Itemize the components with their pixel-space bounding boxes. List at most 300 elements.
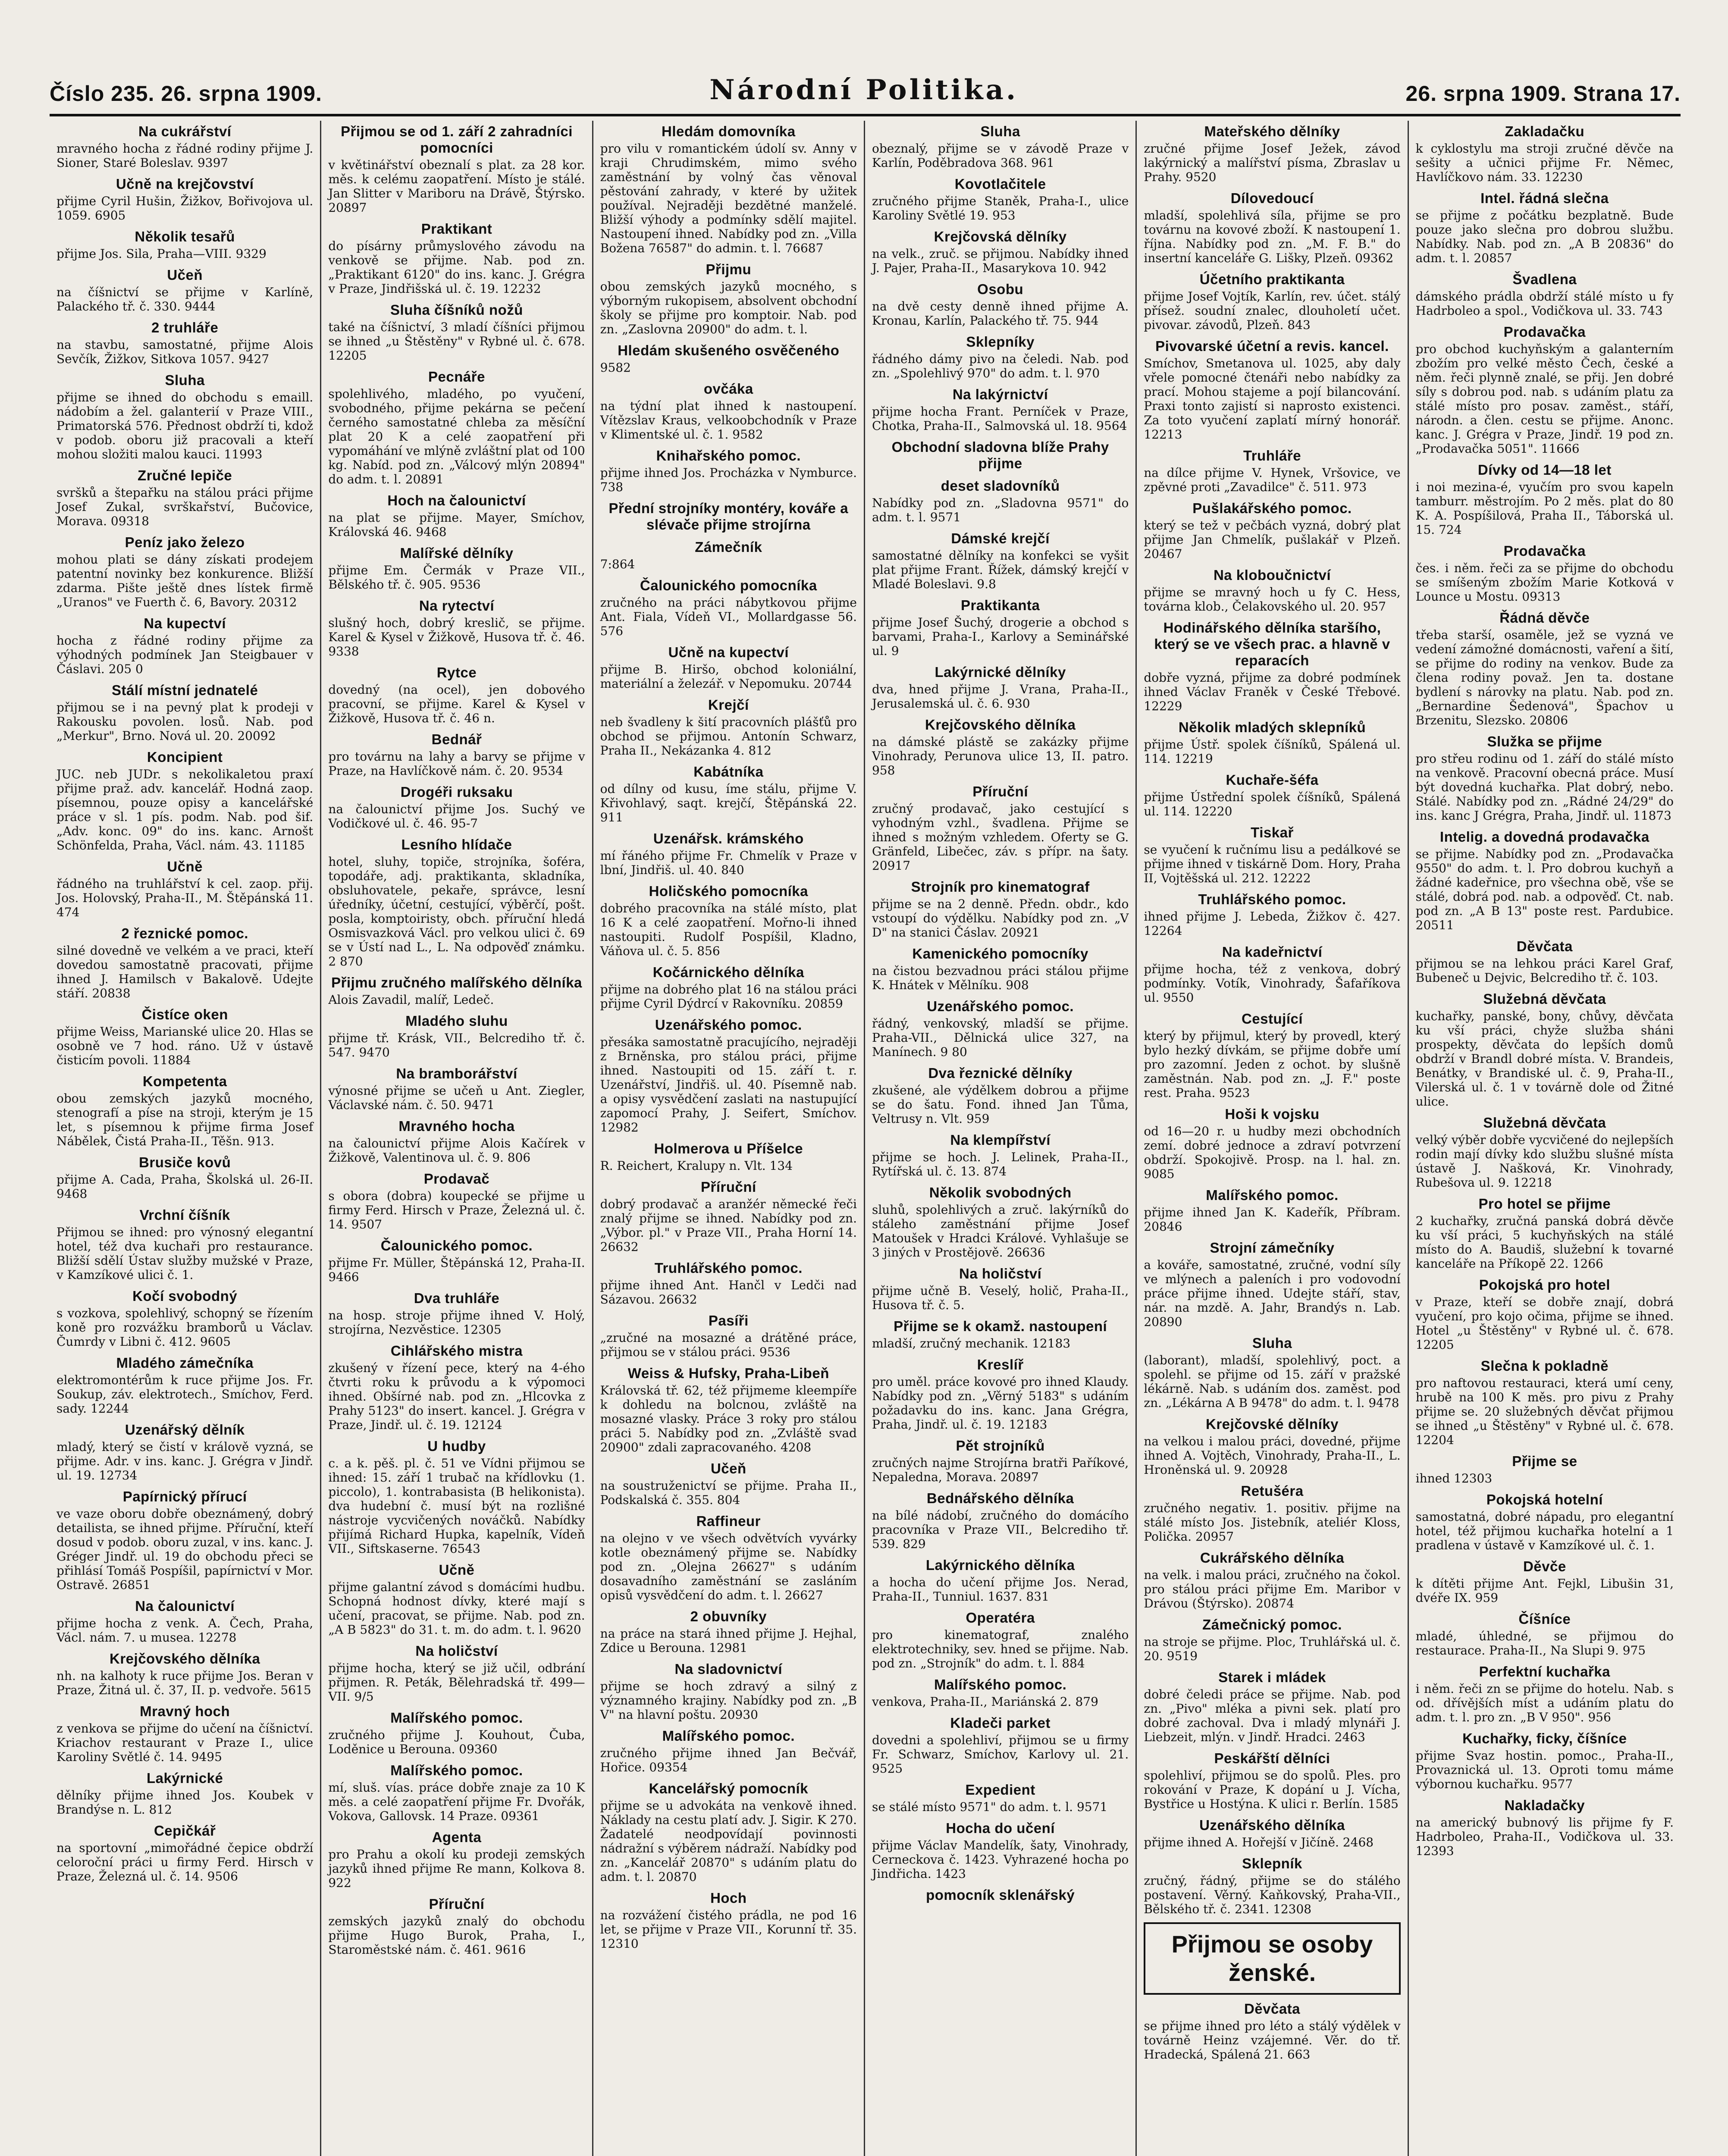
- ad-body: i noi mezina-é, vyučím pro svou kapeln tamburr. městrojím. Po 2 měs. plat do 80 K. A. Pospíšilová, Praha II., Táborská ul. 15. 724: [1415, 480, 1674, 537]
- classified-ad: [1416, 1611, 1674, 1658]
- ad-body: mí, sluš. vías. práce dobře znaje za 10 K měs. a celé zaopatření přijme Fr. Dvořák, Vokova, Gallovsk. 14 Praze. 09361: [328, 1780, 585, 1823]
- classified-ad: [1144, 190, 1400, 265]
- ad-body: zručného přijme J. Kouhout, Čuba, Loděnice u Berouna. 09360: [328, 1728, 585, 1756]
- ad-body: na velk. i malou práci, zručného na čokol. pro stálou práci přijme Em. Maribor v Drávou (Štýrsko). 20874: [1144, 1568, 1401, 1611]
- ad-body: na bílé nádobí, zručného do domácího pracovníka v Praze VII., Belcrediho tř. 539. 829: [872, 1508, 1129, 1551]
- ad-body: přijme ihned Ant. Hančl v Ledči nad Sázavou. 26632: [600, 1278, 857, 1307]
- ad-heading: Na bramborářství: [396, 1065, 517, 1081]
- ad-heading: Dva řeznické dělníky: [928, 1065, 1073, 1081]
- ad-body: dovedni a spolehliví, přijmou se u firmy Fr. Schwarz, Smíchov, Karlovy ul. 21. 9525: [872, 1733, 1129, 1776]
- ad-body: Alois Zavadil, malíř, Ledeč.: [328, 993, 494, 1007]
- classified-ad: [600, 261, 857, 336]
- classified-ad: [600, 539, 857, 571]
- ad-body: slušný hoch, dobrý kreslič, se přijme. Karel & Kysel v Žižkově, Husova tř. č. 46. 9338: [328, 616, 585, 658]
- ad-body: řádný, venkovský, mladší se přijme. Praha-VII., Dělnická ulice 327, na Manínech. 9 80: [872, 1016, 1129, 1059]
- classified-ad: [56, 534, 313, 609]
- ad-body: na velk., zruč. se přijmou. Nabídky ihned J. Pajer, Praha-II., Masarykova 10. 942: [872, 247, 1129, 275]
- ad-heading: Příruční: [972, 783, 1028, 799]
- classified-ad: [872, 664, 1129, 711]
- ad-body: přijme Josef Šuchý, drogerie a obchod s barvami, Praha-I., Karlovy a Seminářské ul. 9: [872, 615, 1129, 658]
- ad-body: pro naftovou restauraci, která umí ceny, hrubě na 100 K měs. pro pivu z Prahy přijme se. 20 služebných děvčat přijmou se ihned „u Štěstěny" v Rybné ul. č. 678. 12204: [1415, 1376, 1674, 1447]
- ad-body: pro Prahu a okolí ku prodeji zemských jazyků ihned přijme Re mann, Kolkova 8. 922: [328, 1847, 585, 1890]
- ad-body: ihned přijme J. Lebeda, Žižkov č. 427. 12264: [1144, 909, 1401, 938]
- ad-heading: Pro hotel se přijme: [1478, 1196, 1611, 1212]
- ad-heading: Kancelářský pomocník: [649, 1780, 809, 1796]
- ad-body: třeba starší, osaměle, jež se vyzná ve vedení zámožné domácnosti, vaření a šití, se přijme do rodiny na venkov. Bude za člena rodiny považ. Jen ta. dostane bydlení s nárovky na platu. Nab. pod zn. „Bernardine Šedenová", Špachov u Brzenitu, Slezsko. 20806: [1415, 628, 1674, 727]
- ad-body: 2 kuchařky, zručná panská dobrá děvče ku vší práci, 5 kuchyňských na stálé místo do A. Baudiš, služební k tovarné kanceláře na Příkopě 22. 1266: [1415, 1214, 1674, 1271]
- ad-body: na práce na stará ihned přijme J. Hejhal, Zdice u Berouna. 12981: [600, 1626, 857, 1655]
- ad-body: dělníky přijme ihned Jos. Koubek v Brandýse n. L. 812: [56, 1788, 314, 1817]
- ad-heading: Holmerova u Příšelce: [654, 1141, 803, 1156]
- ad-heading: deset sladovníků: [941, 478, 1060, 494]
- classified-ad: [328, 123, 585, 215]
- classified-ad: [56, 1073, 313, 1148]
- ad-body: mravného hocha z řádné rodiny přijme J. Sioner, Staré Boleslav. 9397: [56, 141, 314, 170]
- classified-ad: [1416, 610, 1674, 727]
- ad-body: v květinářství obeznalí s plat. za 28 kor. měs. k celému zaopatření. Místo je stálé. Jan Slitter v Mariboru na Drávě, Štýrsko. 20897: [328, 158, 585, 215]
- ad-heading: Na holičství: [415, 1643, 498, 1659]
- ad-heading: Hoch: [710, 1890, 747, 1906]
- ad-heading: Krejčovského dělníka: [110, 1651, 260, 1667]
- classified-ad: [600, 1260, 857, 1307]
- ad-heading: Zručné lepiče: [138, 467, 232, 483]
- ad-body: Smíchov, Smetanova ul. 1025, aby daly vřele pomocné čtenáři nebo nabídky za prací. Mohou stajeme a pojí bilancování. Praxi tonto zajistí si naprosto existenci. Za toto vyučení zaplatí mírný honorář. 12213: [1144, 356, 1401, 442]
- classified-ad: [600, 500, 857, 533]
- ad-heading: Lakýrnické: [146, 1770, 223, 1786]
- ad-heading: Pasíři: [708, 1313, 749, 1329]
- ad-heading: Praktikant: [421, 221, 492, 237]
- classified-ad: [600, 577, 857, 638]
- ad-heading: Bednář: [431, 731, 482, 747]
- classified-ad: [328, 1710, 585, 1756]
- classified-ad: [1416, 1358, 1674, 1447]
- ad-body: pro obchod kuchyňským a galanterním zbožím pro velké město Čech, české a něm. řeči plynně znalé, se přij. Jen dobré síly s dobrou pod. nab. s udáním platu za stálé místo pro posav. zaměst., stáří, národn. a člen. cestu se přijme. Anonc. kanc. J. Grégra v Praze, Jindř. 19 pod zn. „Prodavačka 5051". 11666: [1415, 342, 1674, 456]
- classified-ad: [328, 1343, 585, 1432]
- ad-body: obou zemských jazyků mocného, s výborným rukopisem, absolvent obchodní školy se přijme pro komptoir. Nab. pod zn. „Zaslovna 20900" do adm. t. l.: [600, 279, 857, 336]
- classified-ad: [1416, 462, 1674, 537]
- ad-heading: Služebná děvčata: [1483, 1115, 1606, 1131]
- classified-ad: [600, 644, 857, 691]
- ad-heading: Učně na kupectví: [668, 644, 789, 660]
- ad-heading: Slečna k pokladně: [1480, 1358, 1609, 1374]
- classified-ad: [872, 597, 1129, 658]
- ad-heading: Lakýrnického dělníka: [925, 1557, 1075, 1573]
- ad-body: přijme Josef Vojtík, Karlín, rev. účet. stálý přísež. soudní znalec, dlouholetí učet. pivovar. závodů, Plzeň. 843: [1144, 289, 1401, 332]
- classified-ad: [1416, 1558, 1674, 1605]
- ad-body: s vozkova, spolehlivý, schopný se řízením koně pro rozvážku bramborů u Václav. Čumrdy v Libni č. 412. 9605: [56, 1306, 314, 1349]
- classified-ad: [328, 598, 585, 658]
- classified-ad: [1416, 190, 1674, 265]
- ad-body: samostatná, dobré nápadu, pro elegantní hotel, též přijmou kuchařka hotelní a 1 pradlena v ústavě v Kamzíkové ul. č. 1.: [1415, 1510, 1674, 1552]
- classified-ad: [872, 1820, 1129, 1881]
- classified-ad: [56, 176, 313, 222]
- classified-ad: [872, 1357, 1129, 1432]
- classified-ad: [872, 1438, 1129, 1484]
- ad-heading: Drogéři ruksaku: [400, 784, 513, 800]
- classified-ad: [56, 467, 313, 528]
- classified-ad: [1416, 1115, 1674, 1190]
- ad-heading: 2 truhláře: [151, 320, 219, 335]
- ad-body: přijme na dobrého plat 16 na stálou práci přijme Cyril Dýdrcí v Rakovníku. 20859: [600, 982, 857, 1011]
- classified-ad: [600, 1890, 857, 1951]
- ad-body: na číšnictví se přijme v Karlíně, Palackého tř. č. 330. 9444: [56, 285, 314, 313]
- classified-ad: [872, 998, 1129, 1059]
- classified-ad: [872, 229, 1129, 275]
- classified-ad: [56, 229, 313, 261]
- classified-ad: [872, 946, 1129, 992]
- ad-heading: Stálí místní jednatelé: [112, 682, 258, 698]
- classified-ad: [56, 1355, 313, 1416]
- ad-heading: Na kloboučnictví: [1213, 567, 1331, 583]
- classified-ad: [1416, 829, 1674, 932]
- classified-ad: [600, 883, 857, 958]
- classified-ad: [56, 320, 313, 366]
- ad-heading: Na rytectví: [419, 598, 495, 614]
- ad-body: dobrého pracovníka na stálé místo, plat 16 K a celé zaopatření. Mořno-li ihned nastoupiti. Rudolf Pospíšil, Kladno, Váňova ul. č. 5. 856: [600, 901, 857, 958]
- ad-body: od dílny od kusu, íme stálu, přijme V. Křivohlavý, saqt. krejčí, Štěpánská 22. 911: [600, 782, 857, 824]
- ad-heading: Operatéra: [966, 1610, 1035, 1626]
- classified-ad: [1144, 567, 1400, 614]
- ad-body: a hocha do učení přijme Jos. Nerad, Praha-II., Tunniul. 1637. 831: [872, 1575, 1129, 1604]
- ad-body: přijme učně B. Veselý, holič, Praha-II., Husova tř. č. 5.: [872, 1284, 1129, 1312]
- ad-heading: 2 obuvníky: [690, 1608, 767, 1624]
- classified-ad: [1416, 938, 1674, 985]
- classified-ad: [1416, 733, 1674, 823]
- classified-ad: [1416, 123, 1674, 184]
- ad-heading: U hudby: [427, 1438, 486, 1454]
- ad-body: dva, hned přijme J. Vrana, Praha-II., Jerusalemská ul. č. 6. 930: [872, 682, 1129, 711]
- classified-ad: [1144, 1550, 1400, 1611]
- classified-ad: [600, 1179, 857, 1254]
- ad-heading: Služka se přijme: [1487, 733, 1603, 749]
- ad-heading: Učně: [439, 1562, 475, 1578]
- ad-heading: Intel. řádná slečna: [1480, 190, 1609, 206]
- classified-ad: [872, 1610, 1129, 1670]
- classified-ad: [328, 221, 585, 296]
- ad-body: hotel, sluhy, topiče, strojníka, šoféra, topodáře, adj. praktikanta, skladníka, obsluhovatele, pekaře, správce, lesní úředníky, účetní, cestující, výběrčí, pošt. posla, komptoiristy, obch. příruční hledá Osmisvazková Václ. pro velkou ulici č. 69 se v Ústí nad L., L. Na odpověď známku. 2 870: [328, 855, 585, 968]
- classified-ad: [600, 1608, 857, 1655]
- ad-heading: Expedient: [965, 1782, 1035, 1798]
- ad-heading: Mateřského dělníky: [1204, 123, 1340, 139]
- ad-body: mladé, úhledné, se přijmou do restaurace. Praha-II., Na Slupi 9. 975: [1415, 1629, 1674, 1658]
- classified-ad: [872, 1557, 1129, 1604]
- classified-ad: [328, 731, 585, 778]
- ad-heading: Osobu: [977, 281, 1024, 297]
- ad-heading: Účetního praktikanta: [1199, 271, 1345, 287]
- ad-body: zručný, řádný, přijme se do stálého postavení. Věrný. Kaňkovský, Praha-VII., Bělského tř. č. 2341. 12308: [1144, 1874, 1401, 1916]
- ad-body: dobře vyzná, přijme za dobré podmínek ihned Václav Franěk v České Třebové. 12229: [1144, 671, 1401, 713]
- ad-body: zručného negativ. 1. positiv. přijme na stálé místo Jos. Jistebník, ateliér Kloss, Polička. 20957: [1144, 1501, 1401, 1544]
- ad-heading: Hledám domovníka: [662, 123, 796, 139]
- classified-ad: [56, 372, 313, 461]
- ad-heading: Krejčovské dělníky: [1205, 1416, 1339, 1432]
- ad-body: zručný prodavač, jako cestující s vyhodným vzhl., švadlena. Přijme se ihned s možným vzhledem. Oferty se G. Gränfeld, Libečec, záv. s přípr. na šaty. 20917: [872, 802, 1129, 873]
- classified-ad: [1144, 824, 1400, 885]
- classified-ad: [56, 1422, 313, 1482]
- ad-heading: Přijmu zručného malířského dělníka: [331, 975, 582, 990]
- ad-body: na olejno v ve všech odvětvích vyvárky kotle obeznámený přijme se. Nabídky pod zn. „Olejna 26627" s udáním dosavadního zaměstnání se zasláním opisů vysvědčení do adm. t. l. 26627: [600, 1531, 857, 1602]
- ad-heading: Dívky od 14—18 let: [1477, 462, 1612, 478]
- ad-body: JUC. neb JUDr. s nekolikaletou praxí přijme praž. adv. kancelář. Hodná zaop. písemnou, pouze opisy a kancelářské práce v sl. 1 pís. podm. Nab. pod šif. „Adv. konc. 09" do ins. kanc. Arnošt Schönfelda, Praha, Václ. nám. 43. 11185: [56, 767, 314, 852]
- classified-ad: [328, 664, 585, 725]
- ad-heading: Pecnáře: [428, 369, 485, 385]
- classified-ad: [872, 530, 1129, 591]
- classified-ad: [56, 1288, 313, 1349]
- ad-heading: Raffineur: [696, 1513, 761, 1529]
- classified-ad: [872, 1715, 1129, 1776]
- classified-ad: [600, 1780, 857, 1884]
- ad-body: na stavbu, samostatné, přijme Alois Sevčík, Žižkov, Sitkova 1057. 9427: [56, 338, 314, 366]
- classified-ad: [600, 1661, 857, 1722]
- ad-heading: Vrchní číšník: [139, 1207, 230, 1223]
- classified-ad: [328, 1643, 585, 1704]
- classified-ad: [1144, 944, 1400, 1005]
- ad-heading: Pokojská hotelní: [1486, 1492, 1603, 1507]
- ad-body: přesáka samostatně pracujícího, nejraději z Brněnska, pro stálou práci, přijme ihned. Nastoupiti od 15. září t. r. Uzenářství, Jindřiš. ul. 40. Písemně nab. a opisy vysvědčení zaslati na nastupující zapomocí Prahy, J. Seifert, Smíchov. 12982: [600, 1035, 857, 1134]
- ad-body: (laborant), mladší, spolehlivý, poct. a spolehl. se přijme od 15. září v pražské lékárně. Nab. s udáním dos. zaměst. pod zn. „Lékárna A B 9478" do adm. t. l. 9478: [1144, 1353, 1401, 1410]
- classified-ad: [56, 1154, 313, 1201]
- column-5: [1137, 121, 1408, 2156]
- classified-ad: [1144, 1750, 1400, 1811]
- ad-body: přijme Jos. Sila, Praha—VIII. 9329: [56, 247, 267, 261]
- ad-heading: Učeň: [167, 267, 203, 283]
- ad-body: se přijme ihned pro léto a stálý výdělek v továrně Heinz vzájemné. Věr. do tř. Hradecká, Spálená 21. 663: [1144, 2019, 1401, 2062]
- ad-heading: Kladeči parket: [950, 1715, 1051, 1731]
- ad-heading: Kovotlačitele: [954, 176, 1046, 192]
- ad-body: sluhů, spolehlivých a zruč. lakýrníků do stáleho zaměstnání přijme Josef Matoušek v Hradci Králové. Vyhlašuje se 3 jiných v Prostějově. 26636: [872, 1203, 1129, 1260]
- classified-ad: [1416, 1797, 1674, 1858]
- ad-body: mohou plati se dány získati prodejem patentní novinky bez konkurence. Bližší zdarma. Pište ještě dnes lístek firmě „Uranos" ve Fuerth č. 6, Bavory. 20312: [56, 552, 314, 609]
- classified-ad: [328, 784, 585, 830]
- ad-heading: Uzenářského pomoc.: [655, 1017, 802, 1033]
- ad-heading: Na holičství: [959, 1266, 1042, 1282]
- ad-body: ve vaze oboru dobře obeznámený, dobrý detailista, se ihned přijme. Příruční, kteří dosud v podob. oboru zuzal, v ins. kanc. J. Gréger Jindř. ul. 19 do obchodu přeci se přihlásí Tomáš Pospíšil, papírnictví v Mor. Ostravě. 26851: [56, 1507, 314, 1592]
- ad-heading: Čistíce oken: [141, 1006, 228, 1022]
- ad-body: spolehliví, přijmou se do spolů. Ples. pro rokování v Praze, K dopání u J. Vícha, Bystřice u Hostýna. K ulici r. Berlín. 1585: [1144, 1768, 1401, 1811]
- classified-ad: [1144, 1240, 1400, 1329]
- ad-body: c. a k. pěš. pl. č. 51 ve Vídni přijmou se ihned: 15. září 1 trubač na křídlovku (1. piccolo), 1. kontrabasista (B helikonista). dva hudební č. musí být na rozlišné nástroje vycvičených nováčků. Nabídky přijímá Richard Hupka, kapelník, Vídeň VII., Siftskaserne. 76543: [328, 1456, 585, 1556]
- classified-ad: [600, 1513, 857, 1602]
- ad-heading: Brusiče kovů: [139, 1154, 231, 1170]
- ad-body: přijme Václav Mandelík, šaty, Vinohrady, Cerneckova č. 1423. Vyhrazené hocha po Jindřicha. 1423: [872, 1838, 1129, 1881]
- classified-ad: [56, 682, 313, 743]
- ad-body: přijme se na 2 denně. Předn. obdr., kdo vstoupí do výdělku. Nabídky pod zn. „V D" na stanici Čáslav. 20921: [872, 897, 1129, 940]
- ad-heading: Prodavačka: [1503, 543, 1586, 559]
- ad-heading: Papírnický přírucí: [122, 1489, 247, 1504]
- ad-body: přijme se ihned do obchodu s emaill. nádobím a žel. galanterií v Praze VIII., Primatorská 576. Přednost obdrží ti, kdož v podob. oboru již pracovali a kteří mohou složiti malou kauci. 11993: [56, 390, 314, 461]
- ad-heading: Hodinářského dělníka staršího, který se ve všech prac. a hlavně v reparacích: [1154, 620, 1390, 668]
- section-box: Přijmou se osoby ženské.: [1144, 1922, 1400, 1995]
- classified-ad: [56, 1703, 313, 1764]
- ad-heading: Přijmou se od 1. září 2 zahradníci pomocníci: [341, 123, 573, 156]
- ad-heading: Děvčata: [1244, 2001, 1301, 2017]
- ad-heading: Strojník pro kinematograf: [911, 879, 1090, 895]
- classified-ad: [56, 1207, 313, 1282]
- classified-ad: [1416, 543, 1674, 604]
- ad-heading: Sluha: [165, 372, 205, 388]
- ad-body: který by přijmul, který by provedl, který bylo hezký dívkám, se přijme dobře umí pro zazomní. Jeden z ochot. by slušně zaměstnán. Nab. pod zn. „J. F." poste rest. Praha. 9523: [1144, 1029, 1401, 1100]
- classified-ad: [600, 1365, 857, 1454]
- ad-heading: Truhlářského pomoc.: [1198, 891, 1346, 907]
- classified-ad: [56, 1823, 313, 1883]
- ad-body: mladší, spolehlivá síla, přijme se pro továrnu na kovové zboží. K nastoupení 1. října. Nabídky pod zn. „M. F. B." do insertní kanceláře G. Lišky, Plzeň. 09362: [1144, 208, 1401, 265]
- classified-ad: [1144, 1669, 1400, 1744]
- classified-ad: [1144, 891, 1400, 938]
- classified-ad: [1144, 123, 1400, 184]
- ad-heading: Prodavač: [423, 1171, 490, 1187]
- ad-body: přijme B. Hiršo, obchod koloniální, materiální a železář. v Nepomuku. 20744: [600, 662, 857, 691]
- ad-body: také na číšnictví, 3 mladí číšníci přijmou se ihned „u Štěstěny" v Rybné ul. č. 678. 12205: [328, 320, 585, 363]
- ad-heading: Malířského pomoc.: [390, 1710, 523, 1726]
- ad-heading: Učně na krejčovství: [116, 176, 254, 192]
- ad-heading: ovčáka: [703, 381, 753, 397]
- ad-heading: Příruční: [429, 1896, 485, 1912]
- ad-body: Přijmou se ihned: pro výnosný elegantní hotel, též dva kuchaři pro restaurance. Bližší sdělí Ústav služby mužské v Praze, v Kamzíkové ulici č. 1.: [56, 1225, 314, 1282]
- ad-heading: Zámečnický pomoc.: [1202, 1617, 1342, 1633]
- classified-ad: [328, 1290, 585, 1337]
- ad-body: k cyklostylu ma stroji zručné děvče na sešity a učnici přijme Fr. Němec, Havlíčkovo nám. 33. 12230: [1415, 141, 1674, 184]
- classified-ad: [872, 176, 1129, 222]
- ad-body: s obora (dobra) koupecké se přijme u firmy Ferd. Hirsch v Praze, Železná ul. č. 14. 9507: [328, 1189, 585, 1232]
- ad-body: na dílce přijme V. Hynek, Vršovice, ve zpěvné proti „Zavadilce" č. 511. 973: [1144, 466, 1401, 494]
- classified-ad: [328, 1762, 585, 1823]
- ad-body: přijmou se i na pevný plat k prodeji v Rakousku povolen. losů. Nab. pod „Merkur", Brno. Nová ul. 20. 20092: [56, 700, 314, 743]
- ad-body: pro kinematograf, znalého elektrotechniky, sev. hned se přijme. Nab. pod zn. „Strojník" do adm. t. l. 884: [872, 1628, 1129, 1670]
- ad-heading: Sklepník: [1242, 1855, 1302, 1871]
- ad-heading: Přijmu: [706, 261, 752, 277]
- ad-heading: Cestující: [1241, 1011, 1303, 1027]
- classified-ad: [1416, 271, 1674, 318]
- ad-body: se stálé místo 9571" do adm. t. l. 9571: [872, 1800, 1108, 1814]
- ad-heading: Čalounického pomoc.: [380, 1238, 533, 1253]
- ad-heading: Kreslíř: [977, 1357, 1024, 1373]
- ad-heading: Dámské krejčí: [951, 530, 1050, 546]
- ad-body: dobré čeledi práce se přijme. Nab. pod zn. „Pivo" mléka a pivni sek. platí pro dobré zachoval. Dva i mladý mlynáři J. Liebzeit, mlýn. v Jindř. Hradci. 2463: [1144, 1687, 1401, 1744]
- ad-heading: Hocha do učení: [946, 1820, 1055, 1836]
- ad-columns: [50, 121, 1681, 2156]
- ad-heading: Krejčí: [708, 697, 749, 713]
- classified-ad: [1416, 1453, 1674, 1485]
- classified-ad: [1144, 620, 1400, 713]
- classified-ad: [328, 369, 585, 486]
- classified-ad: [328, 1171, 585, 1232]
- ad-body: mladý, který se čistí v králově vyzná, se přijme. Adr. v ins. kanc. J. Grégra v Jindř. ul. 19. 12734: [56, 1440, 314, 1482]
- ad-body: pro vilu v romantickém údolí sv. Anny v kraji Chrudimském, mimo svého zaměstnání by volný čas věnoval pěstování zahrady, v které by užitek používal. Nejraději bezdětné manželé. Bližší výhody a podmínky sdělí majitel. Nastoupení ihned. Nabídky pod zn. „Villa Božena 76587" do admin. t. l. 76687: [600, 141, 857, 255]
- ad-heading: Lesního hlídače: [401, 837, 512, 852]
- ad-heading: Peskářští dělníci: [1214, 1750, 1330, 1766]
- classified-ad: [328, 1438, 585, 1556]
- classified-ad: [872, 717, 1129, 777]
- classified-ad: [328, 837, 585, 968]
- ad-body: pro továrnu na lahy a barvy se přijme v Praze, na Havlíčkově nám. č. 20. 9534: [328, 749, 585, 778]
- classified-ad: [1416, 324, 1674, 456]
- classified-ad: [56, 1651, 313, 1697]
- ad-heading: Uzenářsk. krámského: [653, 830, 804, 846]
- ad-body: se přijme. Nabídky pod zn. „Prodavačka 9550" do adm. t. l. Pro dobrou kuchyň a žádné kadeřnice, pro všechna obě, vše se stálé, dobrá pod. nab. a odpověď. Ct. nab. pod zn. „A B 13" poste rest. Pardubice. 20511: [1415, 847, 1674, 932]
- ad-heading: Agenta: [432, 1829, 482, 1845]
- ad-body: spolehlivého, mladého, po vyučení, svobodného, přijme pekárna se pečení černého samostatné chleba za měsíční plat 20 K a celé zaopatření při vypomáhání ve mlýně zvláštní plat od 100 kg. Nabíd. pod zn. „Válcový mlýn 20894" do adm. t. l. 20891: [328, 387, 585, 486]
- classified-ad: [600, 381, 857, 442]
- ad-body: hocha z řádné rodiny přijme za výhodných podmínek Jan Steigbauer v Čáslavi. 205 0: [56, 633, 314, 676]
- ad-heading: Uzenářského pomoc.: [927, 998, 1074, 1014]
- ad-body: přijme Svaz hostin. pomoc., Praha-II., Provaznická ul. 13. Oproti tomu máme výbornou kuchařku. 9577: [1415, 1749, 1674, 1791]
- ad-heading: Intelig. a dovedná prodavačka: [1439, 829, 1650, 845]
- issue-date-left: Číslo 235. 26. srpna 1909.: [50, 81, 322, 106]
- classified-ad: [56, 1770, 313, 1817]
- issue-date-right: 26. srpna 1909. Strana 17.: [1405, 81, 1681, 106]
- ad-body: venkova, Praha-II., Mariánská 2. 879: [872, 1695, 1098, 1709]
- ad-body: přijme Fr. Müller, Štěpánská 12, Praha-II. 9466: [328, 1256, 585, 1284]
- ad-body: Královská tř. 62, též přijmeme kleempíře k dohledu na bolcnou, zvláště na mosazné vlasky. Práce 3 roky pro stálou práci 5. Nabídky pod zn. „Zvláště svad 20900" zdali zapracovaného. 4208: [600, 1383, 857, 1454]
- ad-heading: Děvčata: [1516, 938, 1573, 954]
- classified-ad: [600, 123, 857, 255]
- ad-body: řádného dámy pivo na čeledi. Nab. pod zn. „Spolehlivý 970" do adm. t. l. 970: [872, 352, 1129, 380]
- ad-heading: Perfektní kuchařka: [1479, 1664, 1610, 1680]
- ad-body: i něm. řeči zn se přijme do hotelu. Nab. s od. dřívějších míst a udáním platu do adm. t. l. pro zn. „B V 950". 956: [1415, 1682, 1674, 1724]
- classified-ad: [1144, 1187, 1400, 1234]
- ad-body: ihned 12303: [1415, 1471, 1493, 1485]
- ad-heading: Truhláře: [1243, 448, 1301, 464]
- ad-body: na dámské plástě se zakázky přijme Vinohrady, Perunova ulice 13, II. patro. 958: [872, 735, 1129, 777]
- ad-heading: Sluha: [1252, 1335, 1292, 1351]
- ad-body: k dítěti přijme Ant. Fejkl, Libušin 31, dvéře IX. 959: [1415, 1576, 1674, 1605]
- classified-ad: [56, 1489, 313, 1592]
- ad-heading: Peníz jako železo: [125, 534, 245, 550]
- classified-ad: [872, 1065, 1129, 1126]
- ad-heading: Služebná děvčata: [1483, 991, 1606, 1007]
- classified-ad: [1144, 1817, 1400, 1849]
- classified-ad: [872, 1185, 1129, 1260]
- ad-body: od 16—20 r. u hudby mezi obchodních zemí. dobré jednoce a zdraví potvrzení obdrží. Spokojivě. Prosp. na l. hal. zn. 9085: [1144, 1124, 1401, 1181]
- classified-ad: [872, 281, 1129, 328]
- classified-ad: [56, 267, 313, 313]
- ad-body: přijme Cyril Hušin, Žižkov, Bořivojova ul. 1059. 6905: [56, 194, 314, 222]
- ad-body: přijme Ústřední spolek číšníků, Spálená ul. 114. 12220: [1144, 790, 1401, 818]
- ad-heading: Řádná děvče: [1499, 610, 1590, 626]
- ad-body: přijme hocha, který se již učil, odbrání přijmen. R. Peták, Bělehradská tř. 499—VII. 9/5: [328, 1661, 585, 1704]
- ad-body: přijme ihned A. Hořejší v Jičíně. 2468: [1144, 1835, 1374, 1849]
- ad-heading: Kočí svobodný: [132, 1288, 238, 1304]
- ad-body: na čalounictví přijme Alois Kačírek v Žižkově, Valentinova ul. č. 9. 806: [328, 1136, 585, 1165]
- ad-heading: Malířského pomoc.: [934, 1677, 1067, 1692]
- ad-body: pro uměl. práce kovové pro ihned Klaudy. Nabídky pod zn. „Věrný 5183" s udáním požadavku do ins. kanc. Jana Grégra, Praha, Jindř. ul. č. 19. 12183: [872, 1375, 1129, 1432]
- ad-heading: Několik tesařů: [135, 229, 235, 244]
- classified-ad: [328, 1013, 585, 1059]
- classified-ad: [1144, 338, 1400, 442]
- classified-ad: [600, 1141, 857, 1173]
- ad-heading: Kuchaře-šéfa: [1226, 772, 1319, 788]
- classified-ad: [872, 1132, 1129, 1178]
- ad-heading: Krejčovská dělníky: [934, 229, 1067, 244]
- classified-ad: [328, 1238, 585, 1284]
- ad-body: na plat se přijme. Mayer, Smíchov, Královská 46. 9468: [328, 511, 585, 539]
- ad-heading: Dílovedoucí: [1230, 190, 1314, 206]
- ad-body: přijme A. Cada, Praha, Školská ul. 26-II. 9468: [56, 1172, 314, 1201]
- classified-ad: [600, 764, 857, 824]
- ad-heading: Lakýrnické dělníky: [935, 664, 1066, 680]
- classified-ad: [1416, 1664, 1674, 1724]
- column-1: [50, 121, 321, 2156]
- ad-body: mladší, zručný mechanik. 12183: [872, 1336, 1071, 1351]
- ad-heading: Strojní zámečníky: [1210, 1240, 1335, 1256]
- ad-heading: Cepičkář: [154, 1823, 216, 1839]
- classified-ad: [1416, 1730, 1674, 1791]
- ad-heading: Na kadeřnictví: [1222, 944, 1323, 960]
- ad-heading: Pivovarské účetní a revis. kancel.: [1155, 338, 1389, 354]
- ad-body: se vyučení k ručnímu lisu a pedálkové se přijme ihned v tiskárně Dom. Hory, Praha II, Vojtěšská ul. 212. 12222: [1144, 843, 1401, 885]
- classified-ad: [328, 1562, 585, 1637]
- classified-ad: [1144, 772, 1400, 818]
